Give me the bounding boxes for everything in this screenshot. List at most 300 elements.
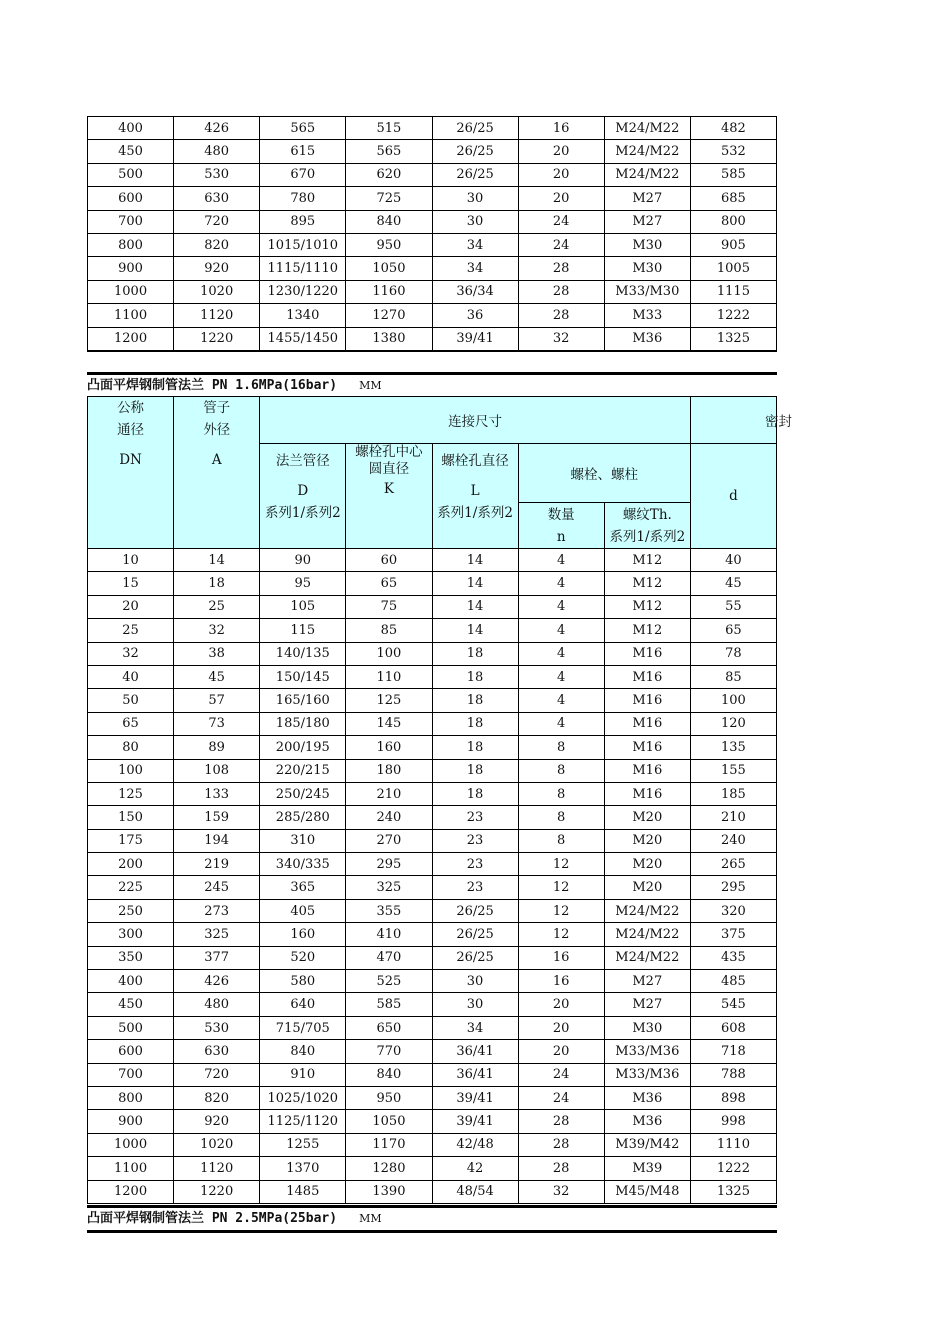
table-cell: 270: [346, 829, 432, 852]
flange-table-pn16: [87, 396, 792, 1204]
table-cell: 910: [260, 1063, 346, 1086]
table-cell: M16: [604, 689, 690, 712]
table-cell: 640: [260, 993, 346, 1016]
table-cell: 32: [518, 1180, 604, 1203]
table-cell: M16: [604, 712, 690, 735]
table-cell: 780: [260, 187, 346, 210]
table-cell: 38: [174, 642, 260, 665]
table-cell: 1222: [690, 304, 776, 327]
table-cell: 219: [174, 853, 260, 876]
table-cell: 325: [346, 876, 432, 899]
table-cell: 250/245: [260, 782, 346, 805]
table-cell: 265: [690, 853, 776, 876]
table-cell: 1110: [690, 1133, 776, 1156]
table-cell: 365: [260, 876, 346, 899]
header-seal: [690, 397, 792, 444]
table-cell: 530: [174, 163, 260, 186]
table-cell: M33: [604, 304, 690, 327]
table-cell: 210: [346, 782, 432, 805]
header-k-line2: 圆直径: [368, 461, 410, 477]
table-cell: 45: [690, 572, 776, 595]
table-cell: 426: [174, 117, 260, 140]
table-cell: 1280: [346, 1157, 432, 1180]
table-cell: 1100: [88, 304, 174, 327]
table-cell: 840: [346, 1063, 432, 1086]
table-cell: 160: [260, 923, 346, 946]
unit-label: MM: [359, 1212, 382, 1225]
table-cell: 48/54: [432, 1180, 518, 1203]
header-n-line1: 数量: [547, 506, 575, 523]
table-cell: M20: [604, 853, 690, 876]
table-cell: 14: [432, 572, 518, 595]
table-cell: 23: [432, 876, 518, 899]
table-cell: M33/M36: [604, 1063, 690, 1086]
table-cell: 1020: [174, 280, 260, 303]
table-cell: 20: [88, 595, 174, 618]
table-cell: 240: [346, 806, 432, 829]
header-dn-line3: DN: [119, 452, 142, 468]
table-cell: 405: [260, 899, 346, 922]
table-cell: 250: [88, 899, 174, 922]
table-cell: 898: [690, 1086, 776, 1109]
table-cell: 470: [346, 946, 432, 969]
table-cell: 8: [518, 806, 604, 829]
table-cell: 580: [260, 970, 346, 993]
table-cell: 905: [690, 233, 776, 256]
table-row: [88, 829, 777, 852]
table-cell: M33/M30: [604, 280, 690, 303]
table-row: [88, 140, 777, 163]
table-cell: 340/335: [260, 853, 346, 876]
table-row: [88, 993, 777, 1016]
table-cell: 530: [174, 1016, 260, 1039]
table-row: [88, 736, 777, 759]
table-cell: 1200: [88, 327, 174, 351]
table-cell: M27: [604, 210, 690, 233]
table-cell: M24/M22: [604, 140, 690, 163]
table-cell: 608: [690, 1016, 776, 1039]
table-cell: 23: [432, 806, 518, 829]
table-cell: 160: [346, 736, 432, 759]
table-cell: 39/41: [432, 1086, 518, 1109]
table-cell: 545: [690, 993, 776, 1016]
table-cell: 18: [432, 782, 518, 805]
table-cell: 350: [88, 946, 174, 969]
table-cell: 34: [432, 233, 518, 256]
table-cell: M24/M22: [604, 163, 690, 186]
table-cell: 73: [174, 712, 260, 735]
table-cell: 532: [690, 140, 776, 163]
header-k-line3: K: [383, 481, 394, 497]
table-cell: 18: [432, 642, 518, 665]
header-dn-line1: 公称: [117, 400, 145, 416]
table-cell: 23: [432, 829, 518, 852]
table-body: [88, 549, 777, 1204]
table-cell: 36/41: [432, 1063, 518, 1086]
table-cell: 600: [88, 187, 174, 210]
header-th-line1: 螺纹Th.: [622, 506, 672, 523]
section-title-text: 凸面平焊钢制管法兰 PN 2.5MPa(25bar): [87, 1211, 338, 1226]
table-cell: 100: [88, 759, 174, 782]
table-cell: 26/25: [432, 117, 518, 140]
table-row: [88, 853, 777, 876]
table-cell: 39/41: [432, 1110, 518, 1133]
table-cell: 14: [432, 595, 518, 618]
table-cell: 26/25: [432, 140, 518, 163]
table-cell: 920: [174, 257, 260, 280]
table-cell: 133: [174, 782, 260, 805]
table-cell: 32: [88, 642, 174, 665]
table-cell: 30: [432, 210, 518, 233]
table-cell: 24: [518, 233, 604, 256]
table-cell: 55: [690, 595, 776, 618]
table-cell: 20: [518, 187, 604, 210]
table-cell: 615: [260, 140, 346, 163]
table-cell: 4: [518, 689, 604, 712]
table-cell: 120: [690, 712, 776, 735]
table-cell: 585: [346, 993, 432, 1016]
table-cell: M36: [604, 1086, 690, 1109]
table-cell: 16: [518, 970, 604, 993]
table-cell: 920: [174, 1110, 260, 1133]
table-cell: M12: [604, 572, 690, 595]
table-cell: M30: [604, 257, 690, 280]
table-cell: 1120: [174, 304, 260, 327]
table-cell: 20: [518, 1040, 604, 1063]
table-cell: 426: [174, 970, 260, 993]
table-cell: M33/M36: [604, 1040, 690, 1063]
table-cell: 89: [174, 736, 260, 759]
table-cell: 115: [260, 619, 346, 642]
table-row: [88, 117, 777, 140]
table-cell: M20: [604, 806, 690, 829]
table-cell: M12: [604, 595, 690, 618]
table-cell: 700: [88, 1063, 174, 1086]
header-k: [346, 444, 432, 549]
section-title-pn25: [87, 1205, 777, 1233]
table-cell: 210: [690, 806, 776, 829]
table-cell: M16: [604, 642, 690, 665]
table-cell: 1125/1120: [260, 1110, 346, 1133]
table-cell: 1325: [690, 1180, 776, 1203]
table-cell: 125: [346, 689, 432, 712]
table-cell: 34: [432, 257, 518, 280]
table-row: [88, 970, 777, 993]
table-cell: 435: [690, 946, 776, 969]
table-cell: 18: [432, 665, 518, 688]
table-row: [88, 923, 777, 946]
table-cell: 1340: [260, 304, 346, 327]
table-cell: 80: [88, 736, 174, 759]
table-cell: 4: [518, 595, 604, 618]
table-cell: 245: [174, 876, 260, 899]
table-cell: 325: [174, 923, 260, 946]
table-row: [88, 665, 777, 688]
table-cell: M16: [604, 782, 690, 805]
header-od-line1: 管子: [203, 400, 231, 416]
table-row: [88, 642, 777, 665]
table-cell: 295: [346, 853, 432, 876]
table-cell: 34: [432, 1016, 518, 1039]
table-cell: 482: [690, 117, 776, 140]
table-cell: 273: [174, 899, 260, 922]
table-cell: 285/280: [260, 806, 346, 829]
table-cell: 28: [518, 1110, 604, 1133]
table-cell: 12: [518, 923, 604, 946]
table-cell: 150/145: [260, 665, 346, 688]
table-cell: 450: [88, 140, 174, 163]
header-l-line3: 系列1/系列2: [437, 505, 513, 521]
table-cell: M24/M22: [604, 117, 690, 140]
table-cell: 720: [174, 210, 260, 233]
table-cell: M27: [604, 187, 690, 210]
table-cell: 1485: [260, 1180, 346, 1203]
table-cell: 140/135: [260, 642, 346, 665]
table-cell: 185/180: [260, 712, 346, 735]
header-seal-label: 密封: [765, 414, 792, 430]
table-cell: M30: [604, 1016, 690, 1039]
table-cell: 770: [346, 1040, 432, 1063]
table-cell: 1000: [88, 280, 174, 303]
section-title-text: 凸面平焊钢制管法兰 PN 1.6MPa(16bar): [87, 378, 338, 393]
table-cell: 895: [260, 210, 346, 233]
table-cell: 60: [346, 549, 432, 572]
table-cell: 16: [518, 946, 604, 969]
table-cell: 78: [690, 642, 776, 665]
table-cell: 18: [174, 572, 260, 595]
table-cell: 36/34: [432, 280, 518, 303]
table-cell: 410: [346, 923, 432, 946]
table-cell: 28: [518, 304, 604, 327]
table-row: [88, 233, 777, 256]
table-cell: 450: [88, 993, 174, 1016]
table-cell: 700: [88, 210, 174, 233]
table-cell: 1390: [346, 1180, 432, 1203]
table-row: [88, 806, 777, 829]
table-cell: 90: [260, 549, 346, 572]
table-cell: 155: [690, 759, 776, 782]
table-cell: 8: [518, 759, 604, 782]
table-row: [88, 712, 777, 735]
table-cell: 28: [518, 1133, 604, 1156]
header-bolts: 螺栓、螺柱: [518, 444, 690, 503]
table-cell: 42: [432, 1157, 518, 1180]
table-cell: 45: [174, 665, 260, 688]
table-cell: 630: [174, 1040, 260, 1063]
table-cell: 39/41: [432, 327, 518, 351]
table-cell: 30: [432, 993, 518, 1016]
table-cell: 28: [518, 280, 604, 303]
table-cell: 36/41: [432, 1040, 518, 1063]
table-cell: 840: [260, 1040, 346, 1063]
table-cell: 950: [346, 1086, 432, 1109]
table-cell: 1005: [690, 257, 776, 280]
table-cell: 375: [690, 923, 776, 946]
header-th: [604, 503, 690, 549]
header-k-line1: 螺栓孔中心: [355, 444, 423, 460]
table-cell: 125: [88, 782, 174, 805]
header-n: [518, 503, 604, 549]
table-cell: 24: [518, 1086, 604, 1109]
table-cell: 108: [174, 759, 260, 782]
table-cell: 377: [174, 946, 260, 969]
table-cell: 1370: [260, 1157, 346, 1180]
table-cell: 110: [346, 665, 432, 688]
table-cell: 26/25: [432, 163, 518, 186]
table-cell: 14: [432, 619, 518, 642]
table-cell: 30: [432, 187, 518, 210]
header-seal-d: d: [690, 444, 776, 549]
table-cell: M36: [604, 1110, 690, 1133]
table-cell: 20: [518, 163, 604, 186]
table-cell: 65: [690, 619, 776, 642]
table-cell: 28: [518, 1157, 604, 1180]
table-cell: 500: [88, 1016, 174, 1039]
table-cell: 135: [690, 736, 776, 759]
table-cell: 15: [88, 572, 174, 595]
table-cell: 20: [518, 140, 604, 163]
table-cell: 20: [518, 1016, 604, 1039]
table-cell: 10: [88, 549, 174, 572]
header-d-line3: 系列1/系列2: [264, 505, 341, 521]
table-cell: 26/25: [432, 946, 518, 969]
table-cell: 40: [690, 549, 776, 572]
header-od-line2: 外径: [203, 422, 231, 438]
table-cell: 310: [260, 829, 346, 852]
table-cell: 25: [174, 595, 260, 618]
table-cell: 185: [690, 782, 776, 805]
table-cell: 26/25: [432, 923, 518, 946]
table-row: [88, 257, 777, 280]
table-cell: 25: [88, 619, 174, 642]
table-cell: 1220: [174, 327, 260, 351]
table-cell: 1325: [690, 327, 776, 351]
table-cell: 295: [690, 876, 776, 899]
table-cell: 200/195: [260, 736, 346, 759]
table-cell: 175: [88, 829, 174, 852]
table-cell: 1025/1020: [260, 1086, 346, 1109]
table-row: [88, 1157, 777, 1180]
table-cell: 800: [690, 210, 776, 233]
table-cell: M45/M48: [604, 1180, 690, 1203]
header-dn-line2: 通径: [117, 422, 145, 438]
header-d-line1: 法兰管径: [275, 453, 330, 469]
table-cell: 1220: [174, 1180, 260, 1203]
table-cell: 1222: [690, 1157, 776, 1180]
table-cell: 57: [174, 689, 260, 712]
table-cell: 30: [432, 970, 518, 993]
table-cell: 26/25: [432, 899, 518, 922]
table-cell: 650: [346, 1016, 432, 1039]
table-cell: 32: [518, 327, 604, 351]
table-cell: 670: [260, 163, 346, 186]
table-cell: 105: [260, 595, 346, 618]
table-row: [88, 163, 777, 186]
table-cell: M16: [604, 665, 690, 688]
table-cell: M20: [604, 829, 690, 852]
table-cell: M30: [604, 233, 690, 256]
table-cell: 100: [690, 689, 776, 712]
table-cell: 820: [174, 233, 260, 256]
table-cell: 1100: [88, 1157, 174, 1180]
header-od: [174, 397, 260, 549]
table-cell: 1170: [346, 1133, 432, 1156]
table-cell: 50: [88, 689, 174, 712]
table-cell: 4: [518, 665, 604, 688]
table-row: [88, 327, 777, 351]
table-cell: 718: [690, 1040, 776, 1063]
table-cell: 585: [690, 163, 776, 186]
table-cell: 400: [88, 970, 174, 993]
table-cell: 300: [88, 923, 174, 946]
table-cell: 85: [346, 619, 432, 642]
table-cell: 150: [88, 806, 174, 829]
table-row: [88, 1063, 777, 1086]
table-cell: 788: [690, 1063, 776, 1086]
table-cell: 565: [346, 140, 432, 163]
table-cell: 320: [690, 899, 776, 922]
table-cell: 1160: [346, 280, 432, 303]
table-row: [88, 572, 777, 595]
table-cell: M24/M22: [604, 899, 690, 922]
table-cell: 18: [432, 689, 518, 712]
flange-table-continued: [87, 116, 777, 352]
header-dn: [88, 397, 174, 549]
table-cell: 1380: [346, 327, 432, 351]
table-cell: 480: [174, 140, 260, 163]
table-cell: 800: [88, 233, 174, 256]
table-cell: 165/160: [260, 689, 346, 712]
header-th-line2: 系列1/系列2: [609, 528, 686, 545]
table-row: [88, 595, 777, 618]
table-cell: 220/215: [260, 759, 346, 782]
table-row: [88, 187, 777, 210]
table-cell: 32: [174, 619, 260, 642]
table-cell: M24/M22: [604, 946, 690, 969]
table-row: [88, 1016, 777, 1039]
table-cell: 4: [518, 619, 604, 642]
table-cell: 4: [518, 549, 604, 572]
table-cell: 400: [88, 117, 174, 140]
table-cell: M16: [604, 736, 690, 759]
header-d-line2: D: [297, 483, 309, 499]
table-cell: 8: [518, 782, 604, 805]
table-cell: 725: [346, 187, 432, 210]
table-cell: M12: [604, 619, 690, 642]
table-cell: M27: [604, 993, 690, 1016]
table-cell: M39: [604, 1157, 690, 1180]
table-cell: 515: [346, 117, 432, 140]
table-cell: 4: [518, 572, 604, 595]
table-cell: 12: [518, 899, 604, 922]
table-cell: 820: [174, 1086, 260, 1109]
table-cell: 1120: [174, 1157, 260, 1180]
table-cell: 715/705: [260, 1016, 346, 1039]
table-cell: M12: [604, 549, 690, 572]
table-cell: 840: [346, 210, 432, 233]
table-cell: 12: [518, 853, 604, 876]
table-cell: 4: [518, 712, 604, 735]
table-cell: 14: [174, 549, 260, 572]
table-cell: 16: [518, 117, 604, 140]
table-cell: 1050: [346, 257, 432, 280]
unit-label: MM: [359, 379, 382, 392]
table-cell: 900: [88, 1110, 174, 1133]
table-row: [88, 549, 777, 572]
table-cell: 355: [346, 899, 432, 922]
table-cell: 600: [88, 1040, 174, 1063]
table-cell: 200: [88, 853, 174, 876]
